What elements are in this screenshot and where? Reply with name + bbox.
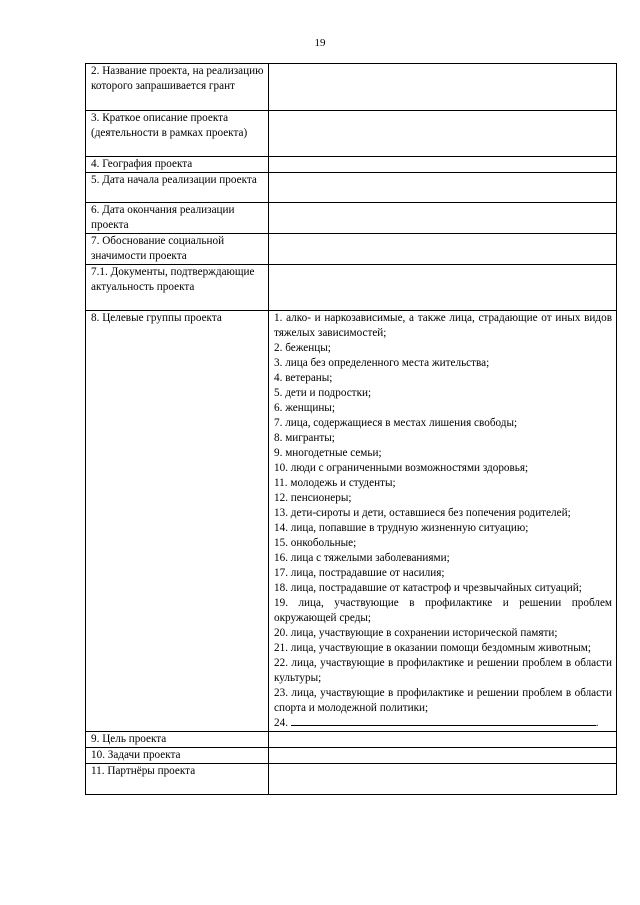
other-group-blank-line[interactable] (291, 716, 596, 726)
label-project-name: 2. Название проекта, на реализацию которого запрашивается грант (86, 64, 269, 111)
item-24-end: . (595, 717, 599, 729)
target-groups-list (274, 311, 612, 731)
row-project-description (86, 111, 617, 157)
field-project-description[interactable] (269, 111, 617, 157)
project-form-table (85, 63, 617, 795)
list-item: 22. лица, участвующие в профилактике и решении проблем в области культуры; (274, 657, 612, 684)
list-item-other (274, 716, 612, 731)
list-item: 3. лица без определенного места жительства; (274, 357, 490, 369)
field-project-name[interactable] (269, 64, 617, 111)
row-relevance-documents (86, 265, 617, 311)
list-item: 10. люди с ограниченными возможностями здоровья; (274, 462, 529, 474)
label-project-tasks: 10. Задачи проекта (86, 748, 269, 764)
list-item: 18. лица, пострадавшие от катастроф и чрезвычайных ситуаций; (274, 582, 582, 594)
field-relevance-documents[interactable] (269, 265, 617, 311)
row-project-goal (86, 732, 617, 748)
list-item: 2. беженцы; (274, 342, 331, 354)
label-end-date: 6. Дата окончания реализации проекта (86, 203, 269, 234)
label-project-partners: 11. Партнёры проекта (86, 764, 269, 795)
label-relevance-documents: 7.1. Документы, подтверждающие актуальность проекта (86, 265, 269, 311)
list-item: 13. дети-сироты и дети, оставшиеся без попечения родителей; (274, 507, 571, 519)
field-project-partners[interactable] (269, 764, 617, 795)
label-start-date: 5. Дата начала реализации проекта (86, 173, 269, 203)
field-target-groups (269, 311, 617, 732)
row-end-date (86, 203, 617, 234)
list-item: 4. ветераны; (274, 372, 333, 384)
page-number: 19 (314, 37, 326, 49)
row-social-significance (86, 234, 617, 265)
field-end-date[interactable] (269, 203, 617, 234)
list-item: 6. женщины; (274, 402, 335, 414)
field-project-geography[interactable] (269, 157, 617, 173)
row-start-date (86, 173, 617, 203)
list-item: 16. лица с тяжелыми заболеваниями; (274, 552, 450, 564)
list-item: 7. лица, содержащиеся в местах лишения свободы; (274, 417, 518, 429)
field-social-significance[interactable] (269, 234, 617, 265)
list-item: 14. лица, попавшие в трудную жизненную ситуацию; (274, 522, 529, 534)
list-item: 9. многодетные семьи; (274, 447, 382, 459)
field-project-tasks[interactable] (269, 748, 617, 764)
list-item: 5. дети и подростки; (274, 387, 372, 399)
row-project-geography (86, 157, 617, 173)
list-item: 20. лица, участвующие в сохранении исторической памяти; (274, 627, 558, 639)
label-project-description: 3. Краткое описание проекта (деятельности в рамках проекта) (86, 111, 269, 157)
list-item: 8. мигранты; (274, 432, 335, 444)
list-item: 19. лица, участвующие в профилактике и решении проблем окружающей среды; (274, 597, 612, 624)
label-social-significance: 7. Обоснование социальной значимости проекта (86, 234, 269, 265)
list-item: 12. пенсионеры; (274, 492, 352, 504)
list-item: 21. лица, участвующие в оказании помощи бездомным животным; (274, 642, 591, 654)
label-project-goal: 9. Цель проекта (86, 732, 269, 748)
list-item: 11. молодежь и студенты; (274, 477, 396, 489)
label-target-groups: 8. Целевые группы проекта (86, 311, 269, 732)
field-start-date[interactable] (269, 173, 617, 203)
list-item: 1. алко- и наркозависимые, а также лица, страдающие от иных видов тяжелых зависимостей; (274, 312, 612, 339)
label-project-geography: 4. География проекта (86, 157, 269, 173)
row-project-partners (86, 764, 617, 795)
item-24-number: 24. (274, 717, 288, 729)
row-project-name (86, 64, 617, 111)
list-item: 17. лица, пострадавшие от насилия; (274, 567, 445, 579)
field-project-goal[interactable] (269, 732, 617, 748)
row-project-tasks (86, 748, 617, 764)
row-target-groups (86, 311, 617, 732)
list-item: 15. онкобольные; (274, 537, 357, 549)
list-item: 23. лица, участвующие в профилактике и решении проблем в области спорта и молодежной политики; (274, 687, 612, 714)
